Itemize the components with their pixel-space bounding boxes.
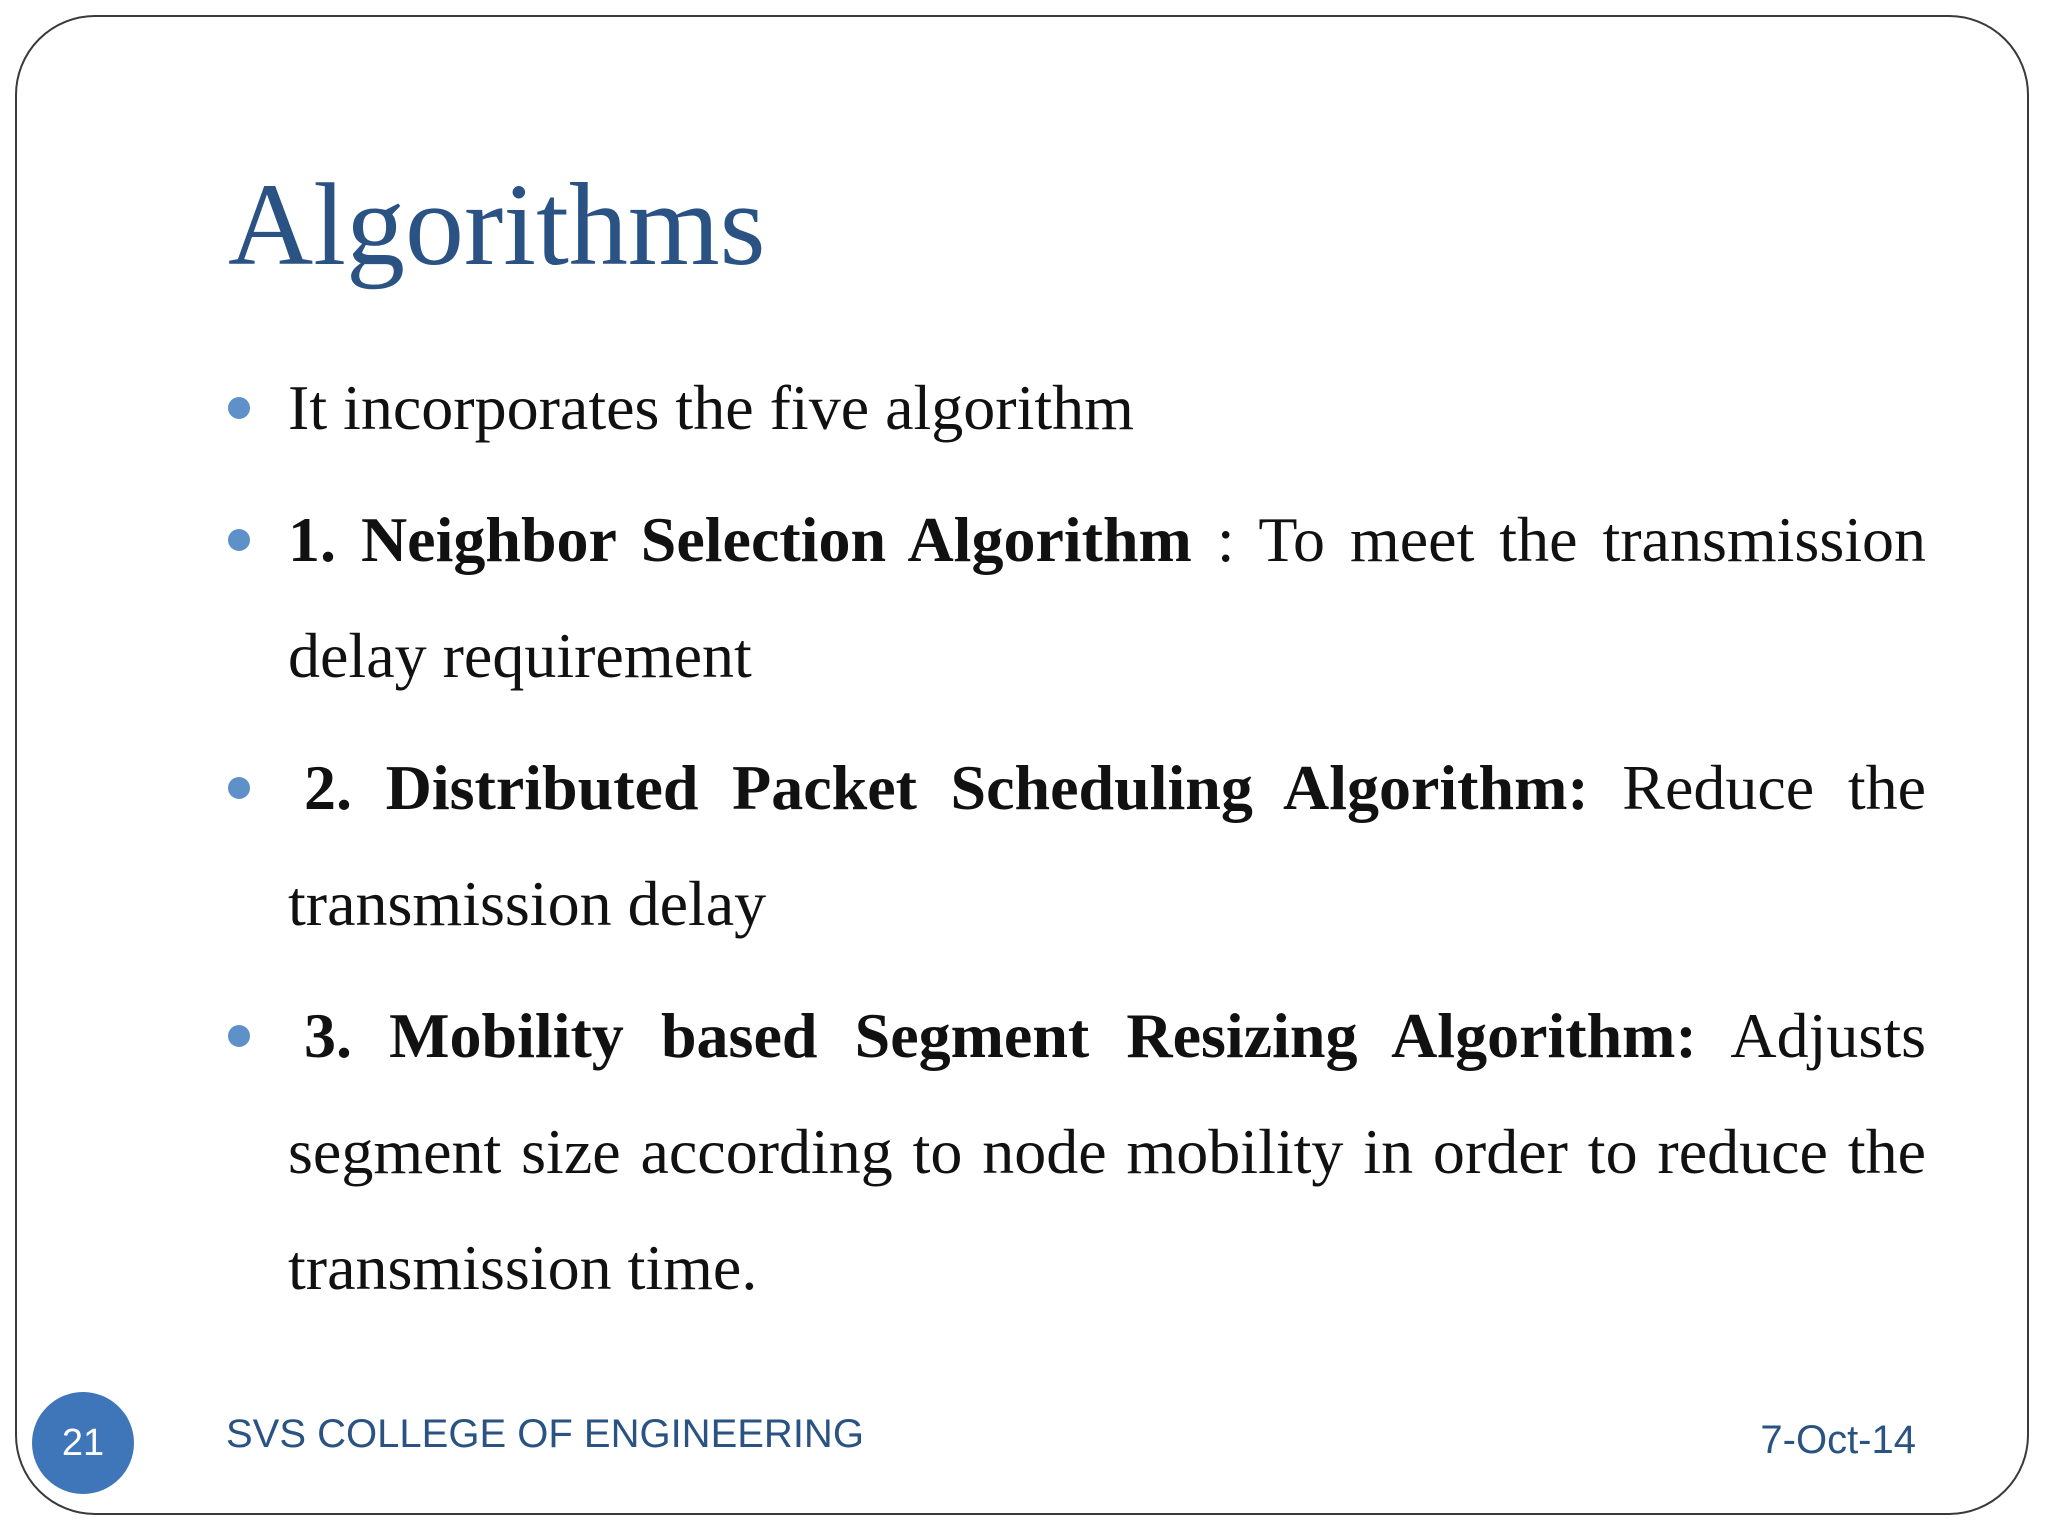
bullet-text: It incorporates the five algorithm <box>288 372 1134 443</box>
footer-organization: SVS COLLEGE OF ENGINEERING <box>226 1412 864 1456</box>
bullet-text: Reduce the transmission delay <box>288 752 1926 939</box>
bullet-heading: 3. Mobility based Segment Resizing Algorithm: <box>304 1000 1697 1071</box>
bullet-item-packet-scheduling <box>228 730 1926 962</box>
bullet-text: Adjusts segment size according to node mobility in order to reduce the transmission time. <box>288 1000 1927 1303</box>
bullet-dot-icon <box>228 397 250 419</box>
slide-number-badge <box>32 1392 134 1494</box>
bullet-list <box>228 350 1926 1342</box>
bullet-heading: 2. Distributed Packet Scheduling Algorithm: <box>304 752 1589 823</box>
bullet-item-neighbor-selection <box>228 482 1926 714</box>
bullet-dot-icon <box>228 1025 250 1047</box>
bullet-heading: 1. Neighbor Selection Algorithm <box>288 504 1192 575</box>
slide-number: 21 <box>61 1421 105 1464</box>
bullet-text: : To meet the transmission delay requirement <box>288 504 1926 691</box>
bullet-dot-icon <box>228 777 250 799</box>
slide-title: Algorithms <box>228 159 766 290</box>
bullet-item-intro <box>228 350 1926 466</box>
footer-date: 7-Oct-14 <box>1760 1418 1916 1462</box>
bullet-dot-icon <box>228 529 250 551</box>
bullet-item-segment-resizing <box>228 978 1926 1326</box>
